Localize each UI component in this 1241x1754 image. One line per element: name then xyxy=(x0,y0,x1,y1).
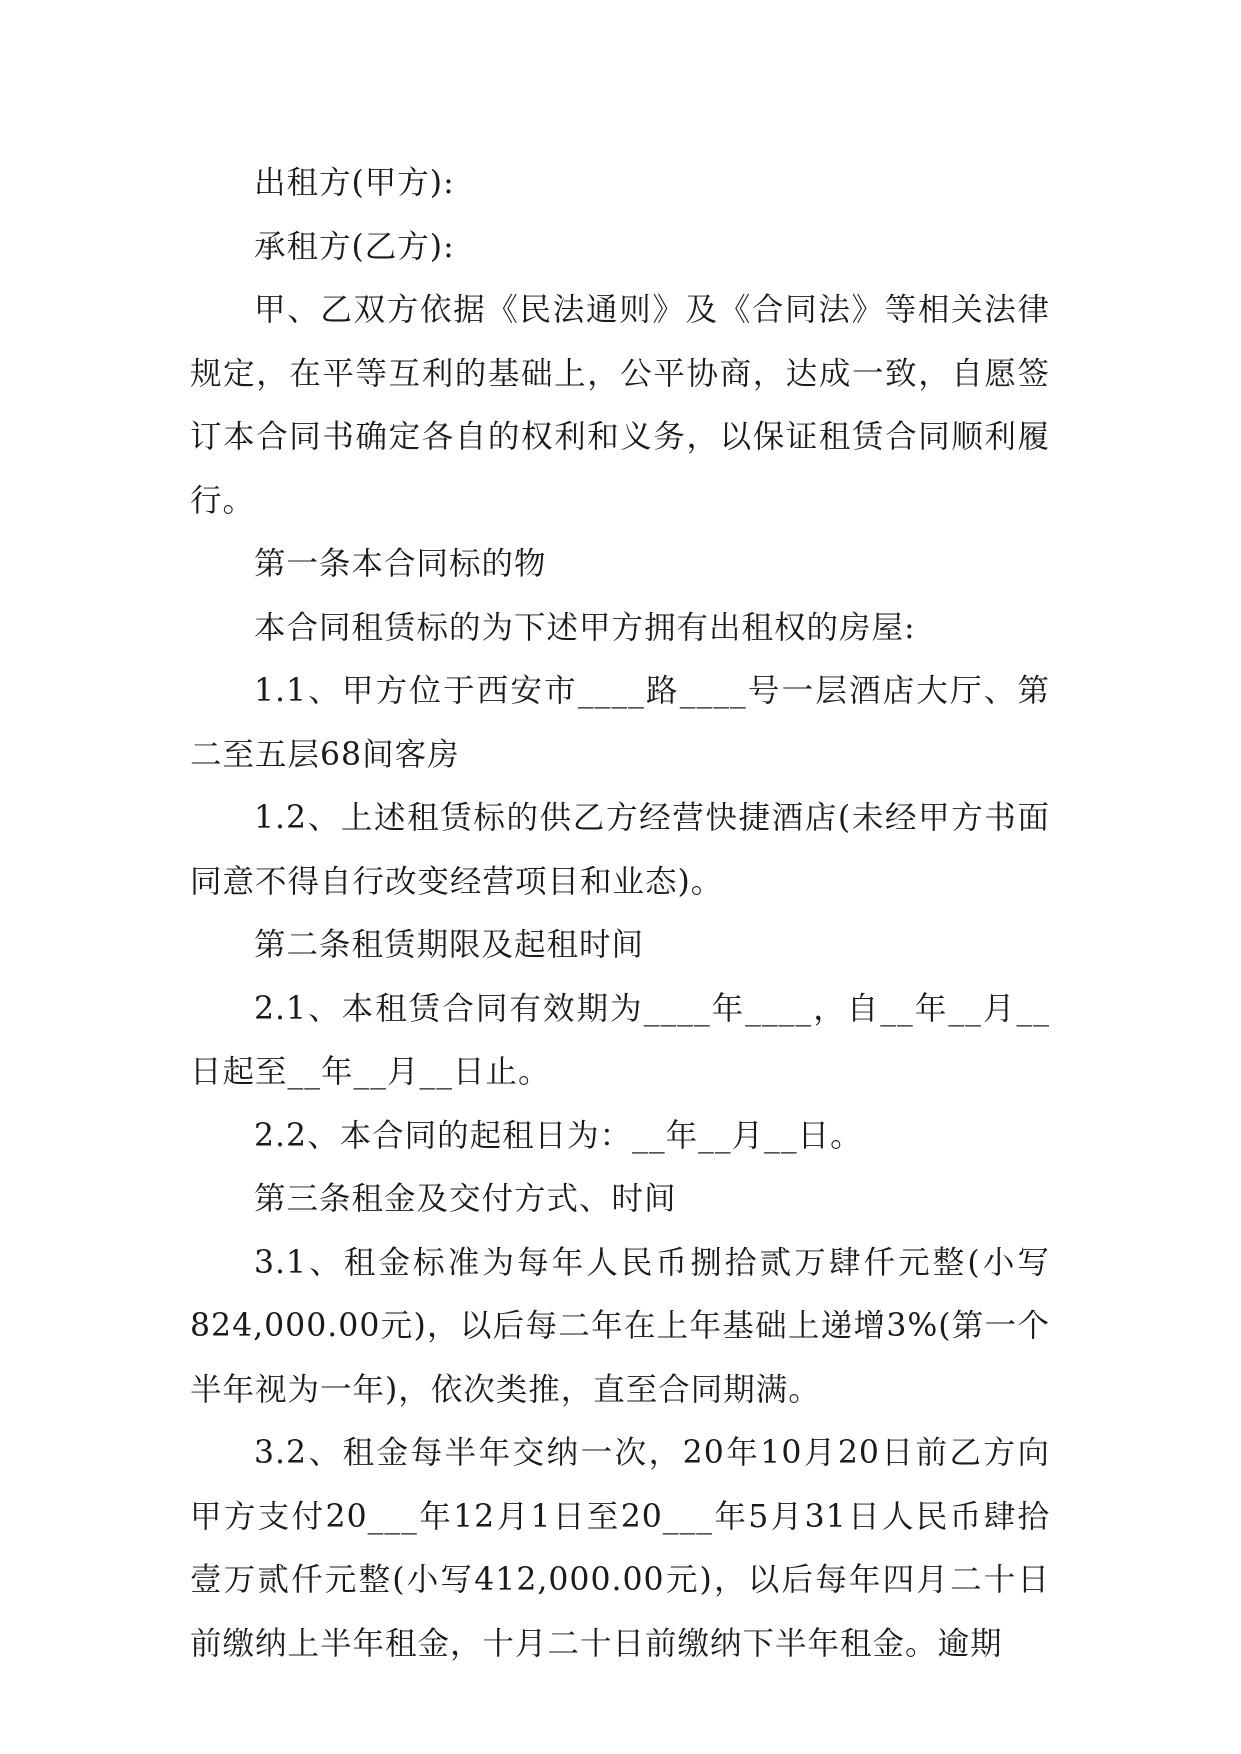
party-a-line: 出租方(甲方): xyxy=(254,165,455,201)
clause-1-1: 1.1、甲方位于西安市____路____号一层酒店大厅、第二至五层68间客房 xyxy=(190,673,1050,773)
party-b-line: 承租方(乙方): xyxy=(254,228,455,265)
article-2-heading: 第二条租赁期限及起租时间 xyxy=(254,927,645,963)
article-1-heading: 第一条本合同标的物 xyxy=(254,546,547,582)
clause-3-1: 3.1、租金标准为每年人民币捌拾贰万肆仟元整(小写824,000.00元)，以后每二年在上年基础上递增3%(第一个半年视为一年)，依次类推，直至合同期满。 xyxy=(190,1244,1050,1408)
clause-2-1: 2.1、本租赁合同有效期为____年____，自__年__月__日起至__年__月__日止。 xyxy=(190,990,1050,1090)
preamble-paragraph: 甲、乙双方依据《民法通则》及《合同法》等相关法律规定，在平等互利的基础上，公平协商，达成一致，自愿签订本合同书确定各自的权利和义务，以保证租赁合同顺利履行。 xyxy=(190,292,1050,519)
clause-3-2: 3.2、租金每半年交纳一次，20年10月20日前乙方向甲方支付20___年12月1日至20___年5月31日人民币肆拾壹万贰仟元整(小写412,000.00元)，以后每年四月二十日前缴纳上半年租金，十月二十日前缴纳下半年租金。逾期 xyxy=(190,1435,1050,1662)
clause-1-2: 1.2、上述租赁标的供乙方经营快捷酒店(未经甲方书面同意不得自行改变经营项目和业态)。 xyxy=(190,800,1050,900)
contract-document xyxy=(190,152,1050,1676)
article-1-intro: 本合同租赁标的为下述甲方拥有出租权的房屋: xyxy=(254,609,916,646)
article-3-heading: 第三条租金及交付方式、时间 xyxy=(254,1181,677,1217)
clause-2-2: 2.2、本合同的起租日为：__年__月__日。 xyxy=(254,1117,863,1154)
